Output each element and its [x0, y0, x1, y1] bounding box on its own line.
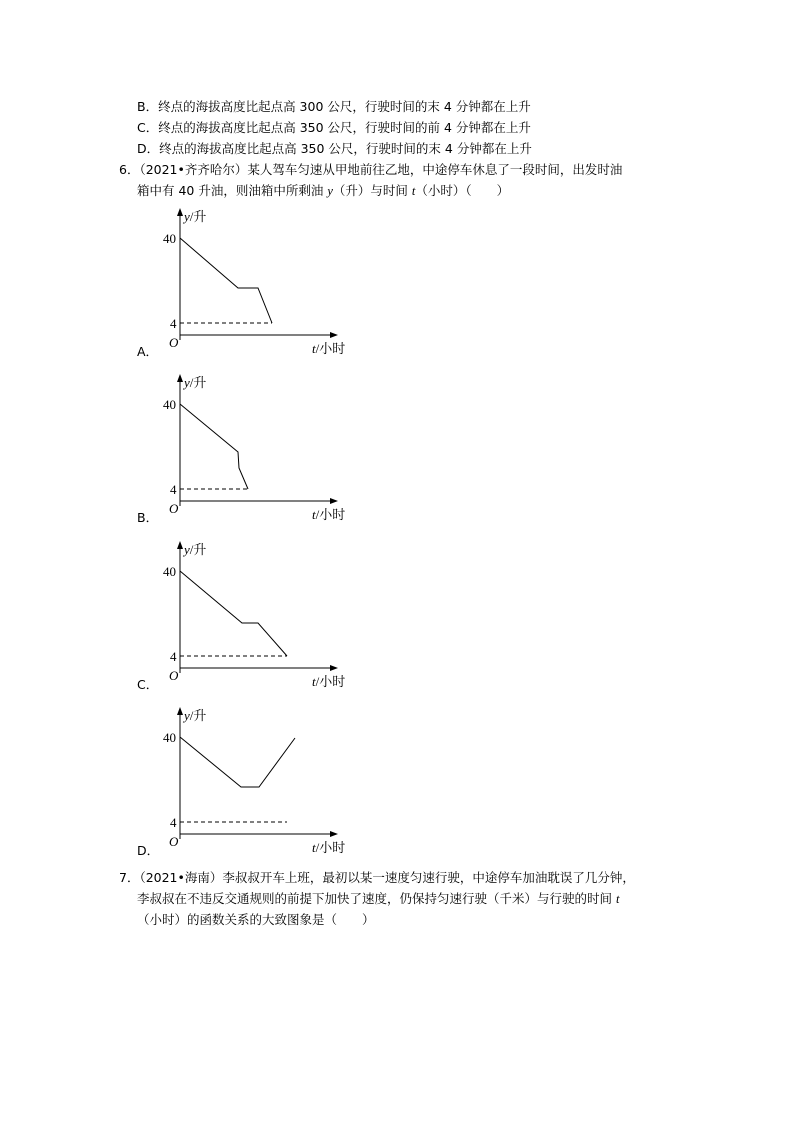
- q6-var-t: t: [411, 184, 416, 198]
- option-d-prev: D．终点的海拔高度比起点高 350 公尺，行驶时间的末 4 分钟都在上升: [137, 141, 532, 156]
- tick-4: 4: [170, 815, 177, 830]
- y-axis-arrow: [177, 374, 183, 382]
- y-axis-label: y/升: [184, 209, 207, 224]
- x-axis-arrow: [330, 665, 338, 671]
- option-a-label: A．: [137, 344, 159, 359]
- fuel-curve: [180, 737, 295, 787]
- origin-label: O: [169, 668, 179, 683]
- graph-d: [155, 704, 365, 854]
- question-6-line1: 6．（2021•齐齐哈尔）某人驾车匀速从甲地前往乙地，中途停车休息了一段时间，出发时油: [119, 162, 623, 177]
- option-b-label: B．: [137, 510, 159, 525]
- y-axis-label: y/升: [184, 708, 207, 723]
- x-axis-label: t/小时: [312, 341, 346, 355]
- y-axis-arrow: [177, 208, 183, 216]
- x-axis-label: t/小时: [312, 507, 346, 521]
- graph-c: [155, 538, 365, 688]
- origin-label: O: [169, 834, 179, 849]
- option-d-label: D．: [137, 843, 160, 858]
- option-c-prev: C．终点的海拔高度比起点高 350 公尺，行驶时间的前 4 分钟都在上升: [137, 120, 531, 135]
- question-7-line1: 7．（2021•海南）李叔叔开车上班，最初以某一速度匀速行驶，中途停车加油耽误了几分钟，: [119, 870, 635, 885]
- x-axis-label: t/小时: [312, 840, 346, 854]
- fuel-curve: [180, 238, 272, 323]
- tick-40: 40: [163, 231, 176, 246]
- graph-a: [155, 205, 365, 355]
- tick-40: 40: [163, 730, 176, 745]
- y-axis-arrow: [177, 541, 183, 549]
- option-c-label: C．: [137, 677, 159, 692]
- q6-text-a: 箱中有 40 升油，则油箱中所剩油: [137, 183, 328, 198]
- tick-4: 4: [170, 649, 177, 664]
- fuel-curve: [180, 404, 248, 489]
- x-axis-arrow: [330, 498, 338, 504]
- origin-label: O: [169, 501, 179, 516]
- y-axis-label: y/升: [184, 542, 207, 557]
- q7-var-t: t: [615, 892, 620, 906]
- tick-40: 40: [163, 397, 176, 412]
- q6-text-c: （小时）（ ）: [415, 183, 510, 198]
- tick-4: 4: [170, 316, 177, 331]
- tick-40: 40: [163, 564, 176, 579]
- q6-text-b: （升）与时间: [332, 183, 412, 198]
- question-6-line2: [137, 183, 509, 199]
- q6-var-y: y: [327, 184, 333, 198]
- q7-text-a: 李叔叔在不违反交通规则的前提下加快了速度，仍保持匀速行驶（千米）与行驶的时间: [137, 891, 616, 906]
- graph-b: [155, 371, 365, 521]
- y-axis-label: y/升: [184, 375, 207, 390]
- x-axis-arrow: [330, 332, 338, 338]
- option-b-prev: B．终点的海拔高度比起点高 300 公尺，行驶时间的末 4 分钟都在上升: [137, 99, 531, 114]
- origin-label: O: [169, 335, 179, 350]
- x-axis-arrow: [330, 831, 338, 837]
- fuel-curve: [180, 571, 287, 656]
- question-7-line2: [137, 891, 619, 907]
- x-axis-label: t/小时: [312, 674, 346, 688]
- question-7-line3: （小时）的函数关系的大致图象是（ ）: [137, 912, 375, 927]
- tick-4: 4: [170, 482, 177, 497]
- y-axis-arrow: [177, 707, 183, 715]
